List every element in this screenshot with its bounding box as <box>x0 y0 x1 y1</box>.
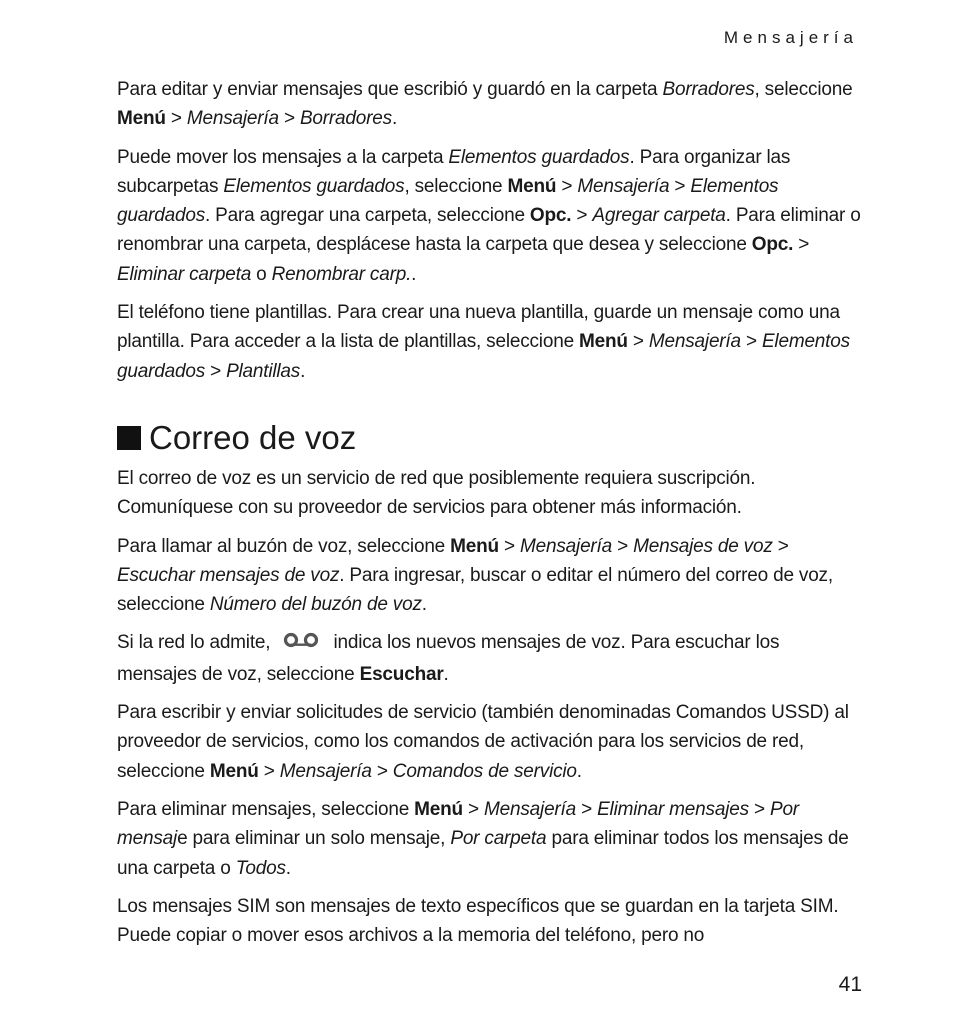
text: . Para agregar una carpeta, seleccione <box>205 205 530 227</box>
menu-path: Borradores <box>299 108 392 130</box>
text: > <box>498 535 521 557</box>
section-title-text: Correo de voz <box>149 418 357 456</box>
text: El teléfono tiene plantillas. Para crear una nueva plantilla, guarde un mensaje como una plantilla. Para acceder a la lista de plantillas, seleccione <box>117 302 840 353</box>
text: , seleccione <box>754 79 853 100</box>
menu-command: Escuchar <box>359 663 444 685</box>
paragraph-sim-messages <box>117 892 862 951</box>
text: . Para eliminar o renombrar una carpeta, desplácese hasta la carpeta que desea y seleccione <box>117 205 861 256</box>
folder-name: Borradores <box>662 79 755 100</box>
text: . <box>576 760 582 782</box>
text: . Para organizar las subcarpetas <box>117 146 791 197</box>
menu-path: Mensajería <box>279 760 372 782</box>
menu-command: Menú <box>209 760 259 782</box>
menu-path: Renombrar carp. <box>271 263 412 285</box>
menu-command: Menú <box>414 798 463 820</box>
text: . <box>443 663 449 685</box>
menu-path: Eliminar mensajes <box>597 798 749 820</box>
text: > <box>627 331 649 353</box>
text: . <box>421 594 427 616</box>
menu-path: Comandos de servicio <box>392 760 577 782</box>
text: > <box>576 798 598 820</box>
text: . <box>411 263 417 285</box>
menu-path: Escuchar mensajes de voz <box>117 564 340 586</box>
folder-name: Elementos guardados <box>223 175 405 197</box>
menu-path: Plantillas <box>226 360 301 382</box>
text: > <box>748 798 770 820</box>
paragraph-templates <box>117 298 862 386</box>
menu-path: Por carpeta <box>450 828 547 850</box>
text: . <box>391 108 398 130</box>
text: Los mensajes SIM son mensajes de texto específicos que se guardan en la tarjeta SIM. Puede copiar o mover esos archivos a la memoria del teléfono, pero no <box>117 895 839 947</box>
text: > <box>612 535 634 557</box>
paragraph-drafts <box>117 75 862 134</box>
text: > <box>205 360 227 382</box>
text: indica los nuevos mensajes de voz. Para escuchar los mensajes de voz, seleccione <box>117 632 780 685</box>
menu-path: Mensajes de voz <box>633 535 773 557</box>
paragraph-voicemail-indicator <box>117 628 862 689</box>
text: para eliminar todos los mensajes de una carpeta o <box>117 828 849 879</box>
menu-path: Mensajería <box>520 535 613 557</box>
menu-command: Menú <box>450 535 499 557</box>
text: . <box>285 857 291 879</box>
text: . <box>300 360 306 382</box>
text: Puede mover los mensajes a la carpeta <box>117 146 449 168</box>
text: e para eliminar un solo mensaje, <box>177 828 451 850</box>
menu-path: Por mensaj <box>117 798 799 850</box>
page-number: 41 <box>838 973 862 996</box>
menu-path: Mensajería <box>186 108 279 130</box>
text: Si la red lo admite, <box>117 632 276 654</box>
text: > <box>571 205 593 227</box>
text: . Para ingresar, buscar o editar el número del correo de voz, seleccione <box>117 564 833 616</box>
text: > <box>462 798 485 820</box>
paragraph-saved-items <box>117 143 862 289</box>
page-content <box>117 75 862 959</box>
paragraph-service-commands <box>117 698 862 786</box>
text: > <box>793 234 810 256</box>
text: > <box>772 535 789 557</box>
voicemail-icon <box>281 630 321 659</box>
menu-command: Menú <box>507 175 557 197</box>
menu-path: Todos <box>235 857 286 879</box>
paragraph-delete-messages <box>117 795 862 883</box>
paragraph-voicemail-intro <box>117 464 862 523</box>
running-head: Mensajería <box>723 28 858 47</box>
menu-path: Número del buzón de voz <box>209 594 422 616</box>
menu-command: Menú <box>117 108 166 130</box>
menu-path: Eliminar carpeta <box>117 263 252 285</box>
text: Para escribir y enviar solicitudes de servicio (también denominadas Comandos USSD) al proveedor de servicios, como los comandos de activación para los servicios de red, seleccione <box>117 702 849 782</box>
text: > <box>556 175 578 197</box>
text: o <box>251 263 272 285</box>
menu-path: Elementos guardados <box>117 175 779 227</box>
text: Para llamar al buzón de voz, seleccione <box>117 535 451 557</box>
section-heading <box>117 418 862 458</box>
text: > <box>669 175 691 197</box>
text: Para eliminar mensajes, seleccione <box>117 798 415 820</box>
menu-path: Elementos guardados <box>117 331 850 382</box>
menu-path: Mensajería <box>484 798 577 820</box>
text: Para editar y enviar mensajes que escribió y guardó en la carpeta <box>117 79 663 100</box>
menu-command: Opc. <box>751 234 794 256</box>
text: > <box>258 760 280 782</box>
paragraph-voicemail-call <box>117 532 862 620</box>
folder-name: Elementos guardados <box>448 146 630 168</box>
menu-command: Menú <box>579 331 628 353</box>
section-square-icon <box>117 426 141 450</box>
menu-path: Mensajería <box>648 331 741 353</box>
text: , seleccione <box>404 175 508 197</box>
menu-command: Opc. <box>529 205 572 227</box>
text: > <box>278 108 300 130</box>
menu-path: Mensajería <box>577 175 670 197</box>
text: > <box>740 331 762 353</box>
text: > <box>165 108 187 130</box>
menu-path: Agregar carpeta <box>592 205 726 227</box>
text: El correo de voz es un servicio de red que posiblemente requiera suscripción. Comuníquese con su proveedor de servicios para obtener más información. <box>117 467 756 519</box>
text: > <box>371 760 393 782</box>
